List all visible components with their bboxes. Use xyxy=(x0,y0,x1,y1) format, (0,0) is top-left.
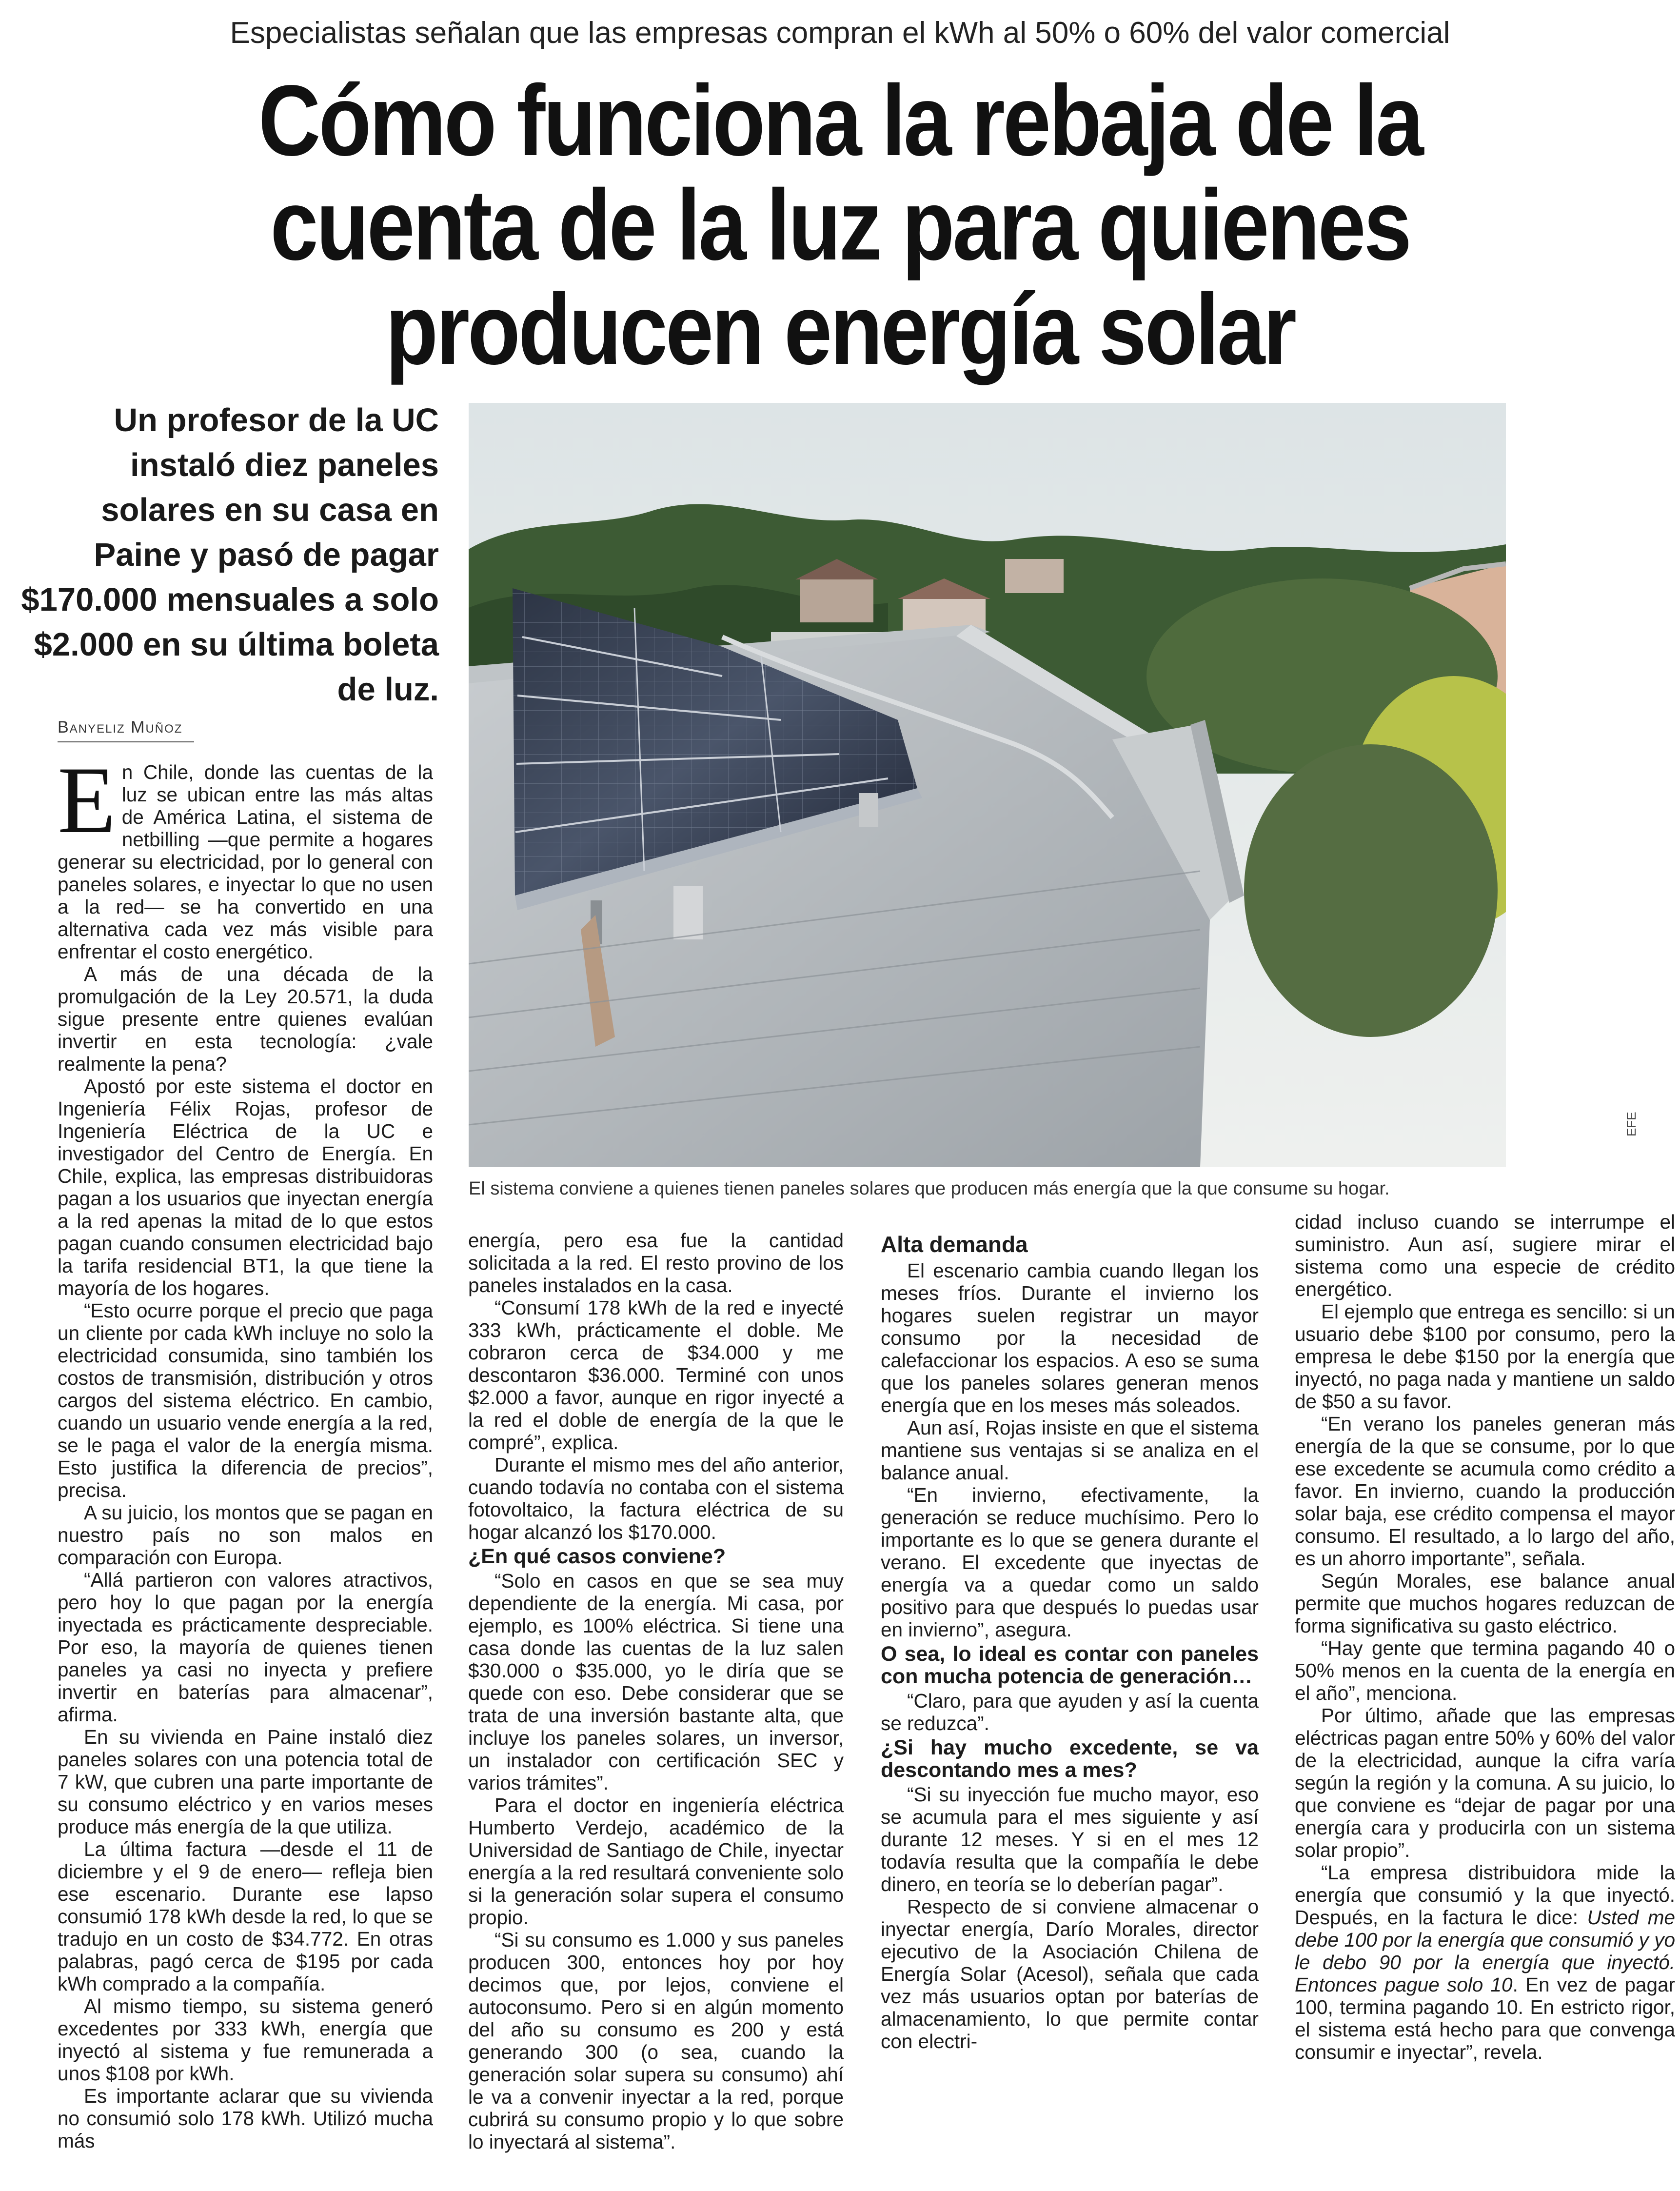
kicker: Especialistas señalan que las empresas compran el kWh al 50% o 60% del valor comercial xyxy=(230,16,1450,50)
paragraph: Al mismo tiempo, su sistema generó excedentes por 333 kWh, energía que inyectó al sistema y fue remunerada a unos $108 por kWh. xyxy=(58,1995,433,2085)
paragraph: energía, pero esa fue la cantidad solicitada a la red. El resto provino de los paneles instalados en la casa. xyxy=(468,1229,844,1296)
paragraph xyxy=(1295,1861,1675,2063)
solar-panels-rooftop-photo xyxy=(469,403,1506,1167)
paragraph: La última factura —desde el 11 de diciembre y el 9 de enero— refleja bien ese escenario. Durante ese lapso consumió 178 kWh desde la red, lo que se tradujo en un costo de $34.772. En otras palabras, pagó cerca de $195 por cada kWh comprado a la compañía. xyxy=(58,1838,433,1995)
article-column-1 xyxy=(58,747,433,2152)
paragraph: Respecto de si conviene almacenar o inyectar energía, Darío Morales, director ejecutivo de la Asociación Chilena de Energía Solar (Acesol), señala que cada vez más usuarios optan por baterías de almacenamiento, lo que permite contar con electri- xyxy=(881,1895,1259,2052)
article-column-3 xyxy=(881,1229,1259,2052)
paragraph: “En invierno, efectivamente, la generación se reduce muchísimo. Pero lo importante es lo que se genera durante el verano. El excedente que inyectas de energía va a quedar como un saldo positivo para que después lo puedas usar en invierno”, asegura. xyxy=(881,1484,1259,1641)
photo-credit: EFE xyxy=(1624,1112,1639,1136)
paragraph: En su vivienda en Paine instaló diez paneles solares con una potencia total de 7 kW, que cubren una parte importante de su consumo eléctrico y en varios meses produce más energía de la que utiliza. xyxy=(58,1726,433,1838)
quote-text: . En vez de pagar 100, termina pagando 10. En estricto rigor, el sistema está hecho para que convenga consumir e inyectar”, revela. xyxy=(1295,1973,1675,2063)
paragraph: A su juicio, los montos que se pagan en nuestro país no son malos en comparación con Europa. xyxy=(58,1501,433,1569)
quote-text: “La empresa distribuidora mide la energía que consumió y la que inyectó. Después, en la factura le dice: xyxy=(1295,1861,1675,1929)
paragraph: Aun así, Rojas insiste en que el sistema mantiene sus ventajas si se analiza en el balance anual. xyxy=(881,1416,1259,1484)
interview-question: O sea, lo ideal es contar con paneles con mucha potencia de generación… xyxy=(881,1642,1259,1688)
paragraph: “Si su inyección fue mucho mayor, eso se acumula para el mes siguiente y así durante 12 meses. Y si en el mes 12 todavía resulta que la compañía le debe dinero, en teoría se lo deberían pagar”. xyxy=(881,1783,1259,1895)
headline: Cómo funciona la rebaja de la cuenta de la luz para quienes producen energía solar xyxy=(258,64,1422,385)
paragraph: “En verano los paneles generan más energía de la que se consume, por lo que ese excedente se acumula como crédito a favor. En invierno, cuando la producción solar baja, ese crédito compensa el mayor consumo. El resultado, a lo largo del año, es un ahorro importante”, señala. xyxy=(1295,1413,1675,1570)
interview-question: ¿En qué casos conviene? xyxy=(468,1545,726,1568)
paragraph: “Claro, para que ayuden y así la cuenta se reduzca”. xyxy=(881,1690,1259,1734)
article-column-2 xyxy=(468,1229,844,2153)
paragraph: El escenario cambia cuando llegan los meses fríos. Durante el invierno los hogares suelen registrar un mayor consumo por la necesidad de calefaccionar los espacios. A eso se suma que los paneles solares generan menos energía que en los meses más soleados. xyxy=(881,1259,1259,1416)
paragraph: Es importante aclarar que su vivienda no consumió solo 178 kWh. Utilizó mucha más xyxy=(58,2085,433,2152)
paragraph: Durante el mismo mes del año anterior, cuando todavía no contaba con el sistema fotovoltaico, la factura eléctrica de su hogar alcanzó los $170.000. xyxy=(468,1454,844,1543)
bajada-summary: Un profesor de la UC instaló diez paneles solares en su casa en Paine y pasó de pagar $170.000 mensuales a solo $2.000 en su última boleta de luz. xyxy=(21,402,439,708)
paragraph: El ejemplo que entrega es sencillo: si un usuario debe $100 por consumo, pero la empresa le debe $150 por la energía que inyectó, no paga nada y mantiene un saldo de $50 a su favor. xyxy=(1295,1300,1675,1413)
byline-divider xyxy=(58,741,194,742)
paragraph: “Solo en casos en que se sea muy dependiente de la energía. Mi casa, por ejemplo, es 100% eléctrica. Si tiene una casa donde las cuentas de la luz salen $30.000 o $35.000, yo le diría que se quede con eso. Debe considerar que se trata de una inversión bastante alta, que incluye los paneles solares, un inversor, un instalador con certificación SEC y varios trámites”. xyxy=(468,1570,844,1794)
paragraph: “Consumí 178 kWh de la red e inyecté 333 kWh, prácticamente el doble. Me cobraron cerca de $34.000 y me descontaron $36.000. Terminé con unos $2.000 a favor, aunque en rigor inyecté a la red el doble de energía de la que le compré”, explica. xyxy=(468,1296,844,1454)
paragraph: “Allá partieron con valores atractivos, pero hoy lo que pagan por la energía inyectada es prácticamente despreciable. Por eso, la mayoría de quienes tienen paneles ya casi no inyecta y prefiere invertir en baterías para almacenar”, afirma. xyxy=(58,1569,433,1726)
article-column-4 xyxy=(1295,1211,1675,2063)
paragraph: En Chile, donde las cuentas de la luz se ubican entre las más altas de América Latina, el sistema de netbilling —que permite a hogares generar su electricidad, por lo general con paneles solares, e inyectar lo que no usen a la red— se ha convertido en una alternativa cada vez más visible para enfrentar el costo energético. xyxy=(58,747,433,963)
paragraph: Por último, añade que las empresas eléctricas pagan entre 50% y 60% del valor de la electricidad, aunque la cifra varía según la región y la comuna. A su juicio, lo que conviene es “dejar de pagar por una energía cara y producirla con un sistema solar propio”. xyxy=(1295,1704,1675,1861)
paragraph: “Esto ocurre porque el precio que paga un cliente por cada kWh incluye no solo la electricidad consumida, sino también los costos de transmisión, distribución y otros cargos del sistema eléctrico. En cambio, cuando un usuario vende energía a la red, se le paga el valor de la energía misma. Esto justifica la diferencia de precios”, precisa. xyxy=(58,1299,433,1501)
photo-caption: El sistema conviene a quienes tienen paneles solares que producen más energía que la que consume su hogar. xyxy=(469,1178,1390,1199)
paragraph: Para el doctor en ingeniería eléctrica Humberto Verdejo, académico de la Universidad de Santiago de Chile, inyectar energía a la red resultará conveniente solo si la generación solar supera el consumo propio. xyxy=(468,1794,844,1929)
paragraph: Según Morales, ese balance anual permite que muchos hogares reduzcan de forma significativa su gasto eléctrico. xyxy=(1295,1570,1675,1637)
byline: Banyeliz Muñoz xyxy=(58,718,183,737)
section-heading: Alta demanda xyxy=(881,1232,1028,1257)
paragraph: A más de una década de la promulgación de la Ley 20.571, la duda sigue presente entre quienes evalúan invertir en esta tecnología: ¿vale realmente la pena? xyxy=(58,963,433,1075)
paragraph: cidad incluso cuando se interrumpe el suministro. Aun así, sugiere mirar el sistema como una especie de crédito energético. xyxy=(1295,1211,1675,1300)
paragraph: “Hay gente que termina pagando 40 o 50% menos en la cuenta de la energía en el año”, menciona. xyxy=(1295,1637,1675,1704)
paragraph: “Si su consumo es 1.000 y sus paneles producen 300, entonces hoy por hoy decimos que, por lejos, conviene el autoconsumo. Pero si en algún momento del año su consumo es 200 y está generando 300 (o sea, cuando la generación solar supera su consumo) ahí le va a convenir inyectar a la red, porque cubrirá su consumo propio y lo que sobre lo inyectará al sistema”. xyxy=(468,1929,844,2153)
paragraph: Apostó por este sistema el doctor en Ingeniería Félix Rojas, profesor de Ingeniería Eléctrica de la UC e investigador del Centro de Energía. En Chile, explica, las empresas distribuidoras pagan a los usuarios que inyectan energía a la red apenas la mitad de lo que estos pagan cuando consumen electricidad bajo la tarifa residencial BT1, la que tiene la mayoría de los hogares. xyxy=(58,1075,433,1299)
interview-question: ¿Si hay mucho excedente, se va descontando mes a mes? xyxy=(881,1736,1259,1782)
quote-italic-text: Usted me debe 100 por la energía que consumió y yo le debo 90 por la energía que inyectó. Entonces pague solo 10 xyxy=(1295,1906,1675,1996)
